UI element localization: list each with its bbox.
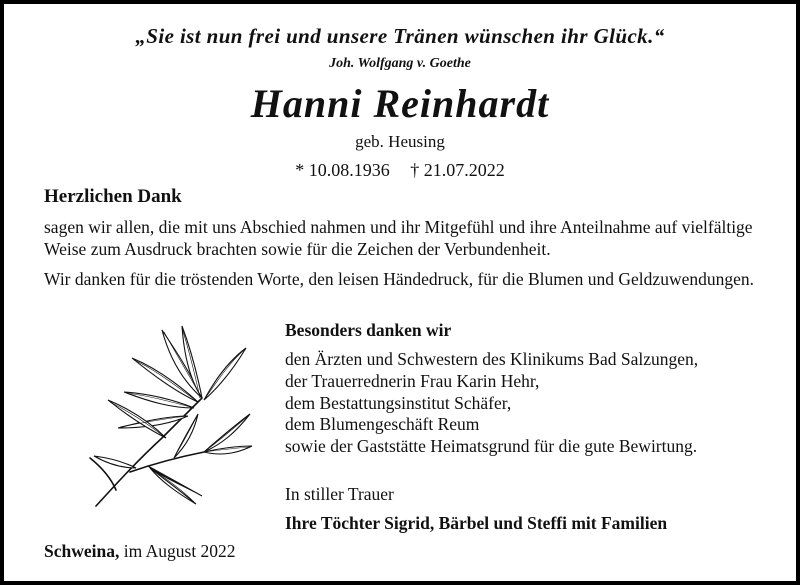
special-thanks-heading: Besonders danken wir — [285, 320, 452, 340]
thanks-paragraph-1: sagen wir allen, die mit uns Abschied nahmen und ihr Mitgefühl und ihre Anteilnahme auf vielfältige Weise zum Ausdruck brachten sowie für die Zeichen der Verbundenheit. — [44, 217, 753, 259]
recipient-line: der Trauerrednerin Frau Karin Hehr, — [285, 370, 540, 391]
deceased-name: Hanni Reinhardt — [250, 81, 550, 126]
recipient-line: sowie der Gaststätte Heimatsgrund für die gute Bewirtung. — [285, 436, 698, 457]
obituary-notice — [4, 4, 796, 581]
bamboo-branch-icon — [70, 320, 260, 520]
birth-date: * 10.08.1936 — [295, 160, 390, 180]
recipient-list — [285, 349, 698, 458]
date: im August 2022 — [123, 541, 236, 561]
place: Schweina, — [44, 541, 120, 561]
thanks-heading: Herzlichen Dank — [44, 186, 182, 207]
recipient-line: den Ärzten und Schwestern des Klinikums Bad Salzungen, — [285, 349, 699, 369]
recipient-line: dem Bestattungsinstitut Schäfer, — [285, 392, 512, 413]
life-dates — [4, 160, 796, 181]
death-date: † 21.07.2022 — [410, 160, 505, 180]
quote-author: Joh. Wolfgang v. Goethe — [329, 56, 471, 71]
place-date-line — [44, 541, 236, 562]
born-name: geb. Heusing — [355, 132, 445, 151]
thanks-paragraph-2: Wir danken für die tröstenden Worte, den leisen Händedruck, für die Blumen und Geldzuwendungen. — [44, 269, 754, 289]
mourning-line: In stiller Trauer — [285, 484, 394, 504]
recipient-line: dem Blumengeschäft Reum — [285, 414, 480, 435]
quote: „Sie ist nun frei und unsere Tränen wünschen ihr Glück.“ — [135, 24, 665, 48]
family-signature: Ihre Töchter Sigrid, Bärbel und Steffi mit Familien — [285, 513, 668, 533]
